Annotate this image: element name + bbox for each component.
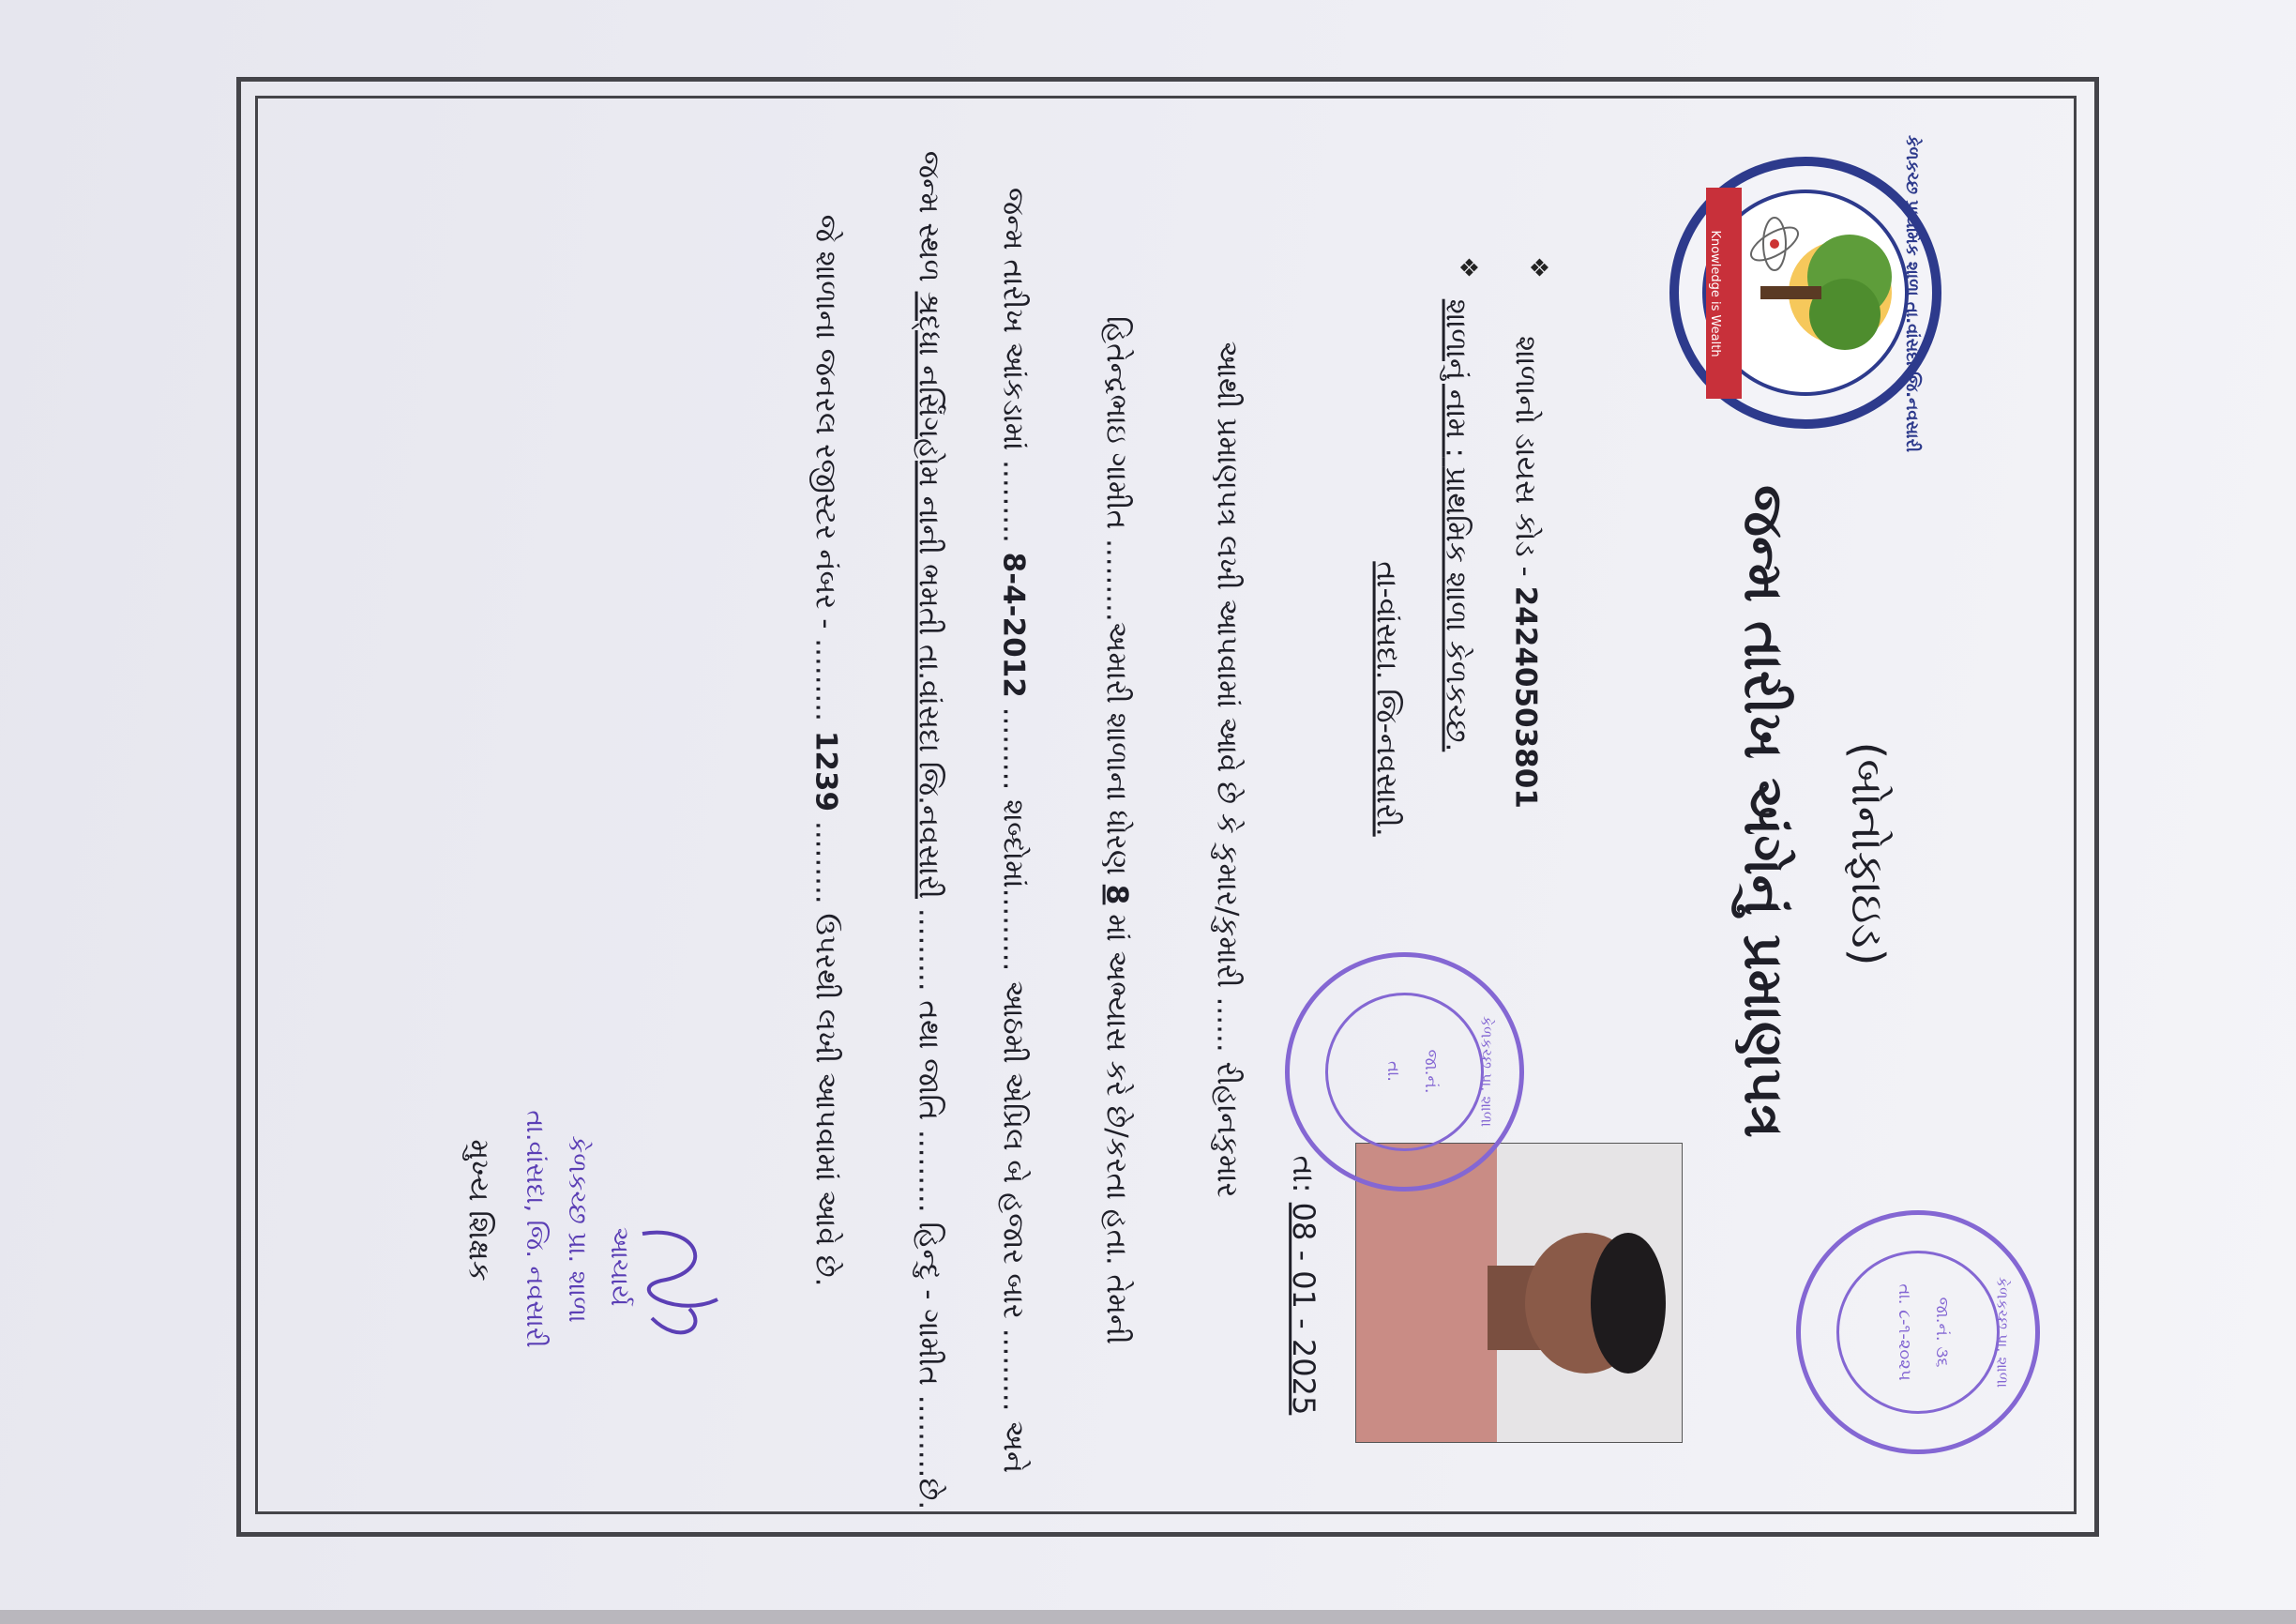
- register-number: 1239: [808, 730, 843, 812]
- dob-digits: 8-4-2012: [996, 552, 1031, 698]
- logo-ring-text: કેળકચ્છ પ્રાથમિક શાળા તા.વાંસદા જિ.નવસારી: [1901, 134, 1922, 453]
- signature-school: કેળકચ્છ પ્રા. શાળા: [563, 1135, 593, 1323]
- student-name: રીહાનકુમાર: [1210, 1061, 1245, 1198]
- birthplace-line: જન્મ સ્થળ શ્રદ્ધા નર્સિંગહોમ નાની ભમતી તા.વાંસદા જિ.નવસારી ......... તથા જાતિ ......... હિન્દુ - ગામીત .........છે.: [912, 150, 946, 1510]
- diamond-bullet-icon: ❖: [1524, 256, 1552, 279]
- school-dise-label: શાળાનો ડાયસ કોડ -: [1508, 336, 1543, 577]
- diamond-bullet-icon: ❖: [1454, 256, 1482, 279]
- signature-address: તા.વાંસદા, જિ. નવસારી: [521, 1110, 551, 1348]
- register-line: જે શાળાના જનરલ રજીસ્ટર નંબર - ......... 1239 ......... ઉપરથી લખી આપવામાં આવે છે.: [808, 214, 843, 1287]
- standard-value: 8: [1099, 884, 1134, 905]
- school-stamp-top: કેળકચ્છ પ્રા. શાળા જા.નં. ૩૬ તા. ૮-૧-૨૦૨૫: [1796, 1210, 2040, 1454]
- caste-value: હિન્દુ - ગામીત: [912, 1222, 946, 1386]
- school-dise-line: [1507, 336, 1542, 809]
- school-address: તા-વાંસદા. જિ-નવસારી.: [1369, 561, 1404, 837]
- school-name: પ્રાથમિક શાળા કેળકચ્છ.: [1439, 466, 1473, 752]
- signature-scribble: [624, 1215, 736, 1356]
- signatory-title: મુખ્ય શિક્ષક: [461, 1139, 496, 1282]
- school-logo: [1658, 134, 1954, 453]
- signature-role: આચાર્ય: [605, 1226, 635, 1307]
- date-value: 08 - 01 - 2025: [1286, 1202, 1322, 1416]
- school-name-line: [1438, 299, 1473, 752]
- school-name-label: શાળાનું નામ :: [1439, 298, 1473, 458]
- dob-line: જન્મ તારીખ આંકડામાં ......... 8-4-2012 ......... શબ્દોમાં......... આઠમી એપ્રિલ બે હજાર બાર ......... અને: [996, 187, 1031, 1474]
- date-label: તા:: [1286, 1155, 1322, 1193]
- logo-ribbon-text: Knowledge is Wealth: [1707, 230, 1722, 357]
- date-line: [1286, 1156, 1322, 1416]
- school-stamp-middle: કેળકચ્છ પ્રા. શાળા જા.નં. તા.: [1285, 952, 1524, 1191]
- birthplace-value: શ્રદ્ધા નર્સિંગહોમ નાની ભમતી તા.વાંસદા જિ.નવસારી: [912, 291, 946, 900]
- dob-words: આઠમી એપ્રિલ બે હજાર બાર: [996, 980, 1031, 1319]
- page-subtitle: (બોનોફાઇડ): [1840, 741, 1894, 966]
- para-line-1: આથી પ્રમાણપત્ર લખી આપવામાં આવે છે કે કુમાર/કુમારી ...... રીહાનકુમાર: [1210, 341, 1245, 1198]
- school-dise-code: 24240503801: [1508, 585, 1543, 809]
- father-name: હિતેન્દ્રભાઇ ગામીત: [1099, 316, 1134, 530]
- page-title: જન્મ તારીખ અંગેનું પ્રમાણપત્ર: [1731, 485, 1796, 1138]
- para-line-2: હિતેન્દ્રભાઇ ગામીત .........અમારી શાળાના ધોરણ 8 માં અભ્યાસ કરે છે/કરતા હતા. તેમની: [1099, 316, 1134, 1344]
